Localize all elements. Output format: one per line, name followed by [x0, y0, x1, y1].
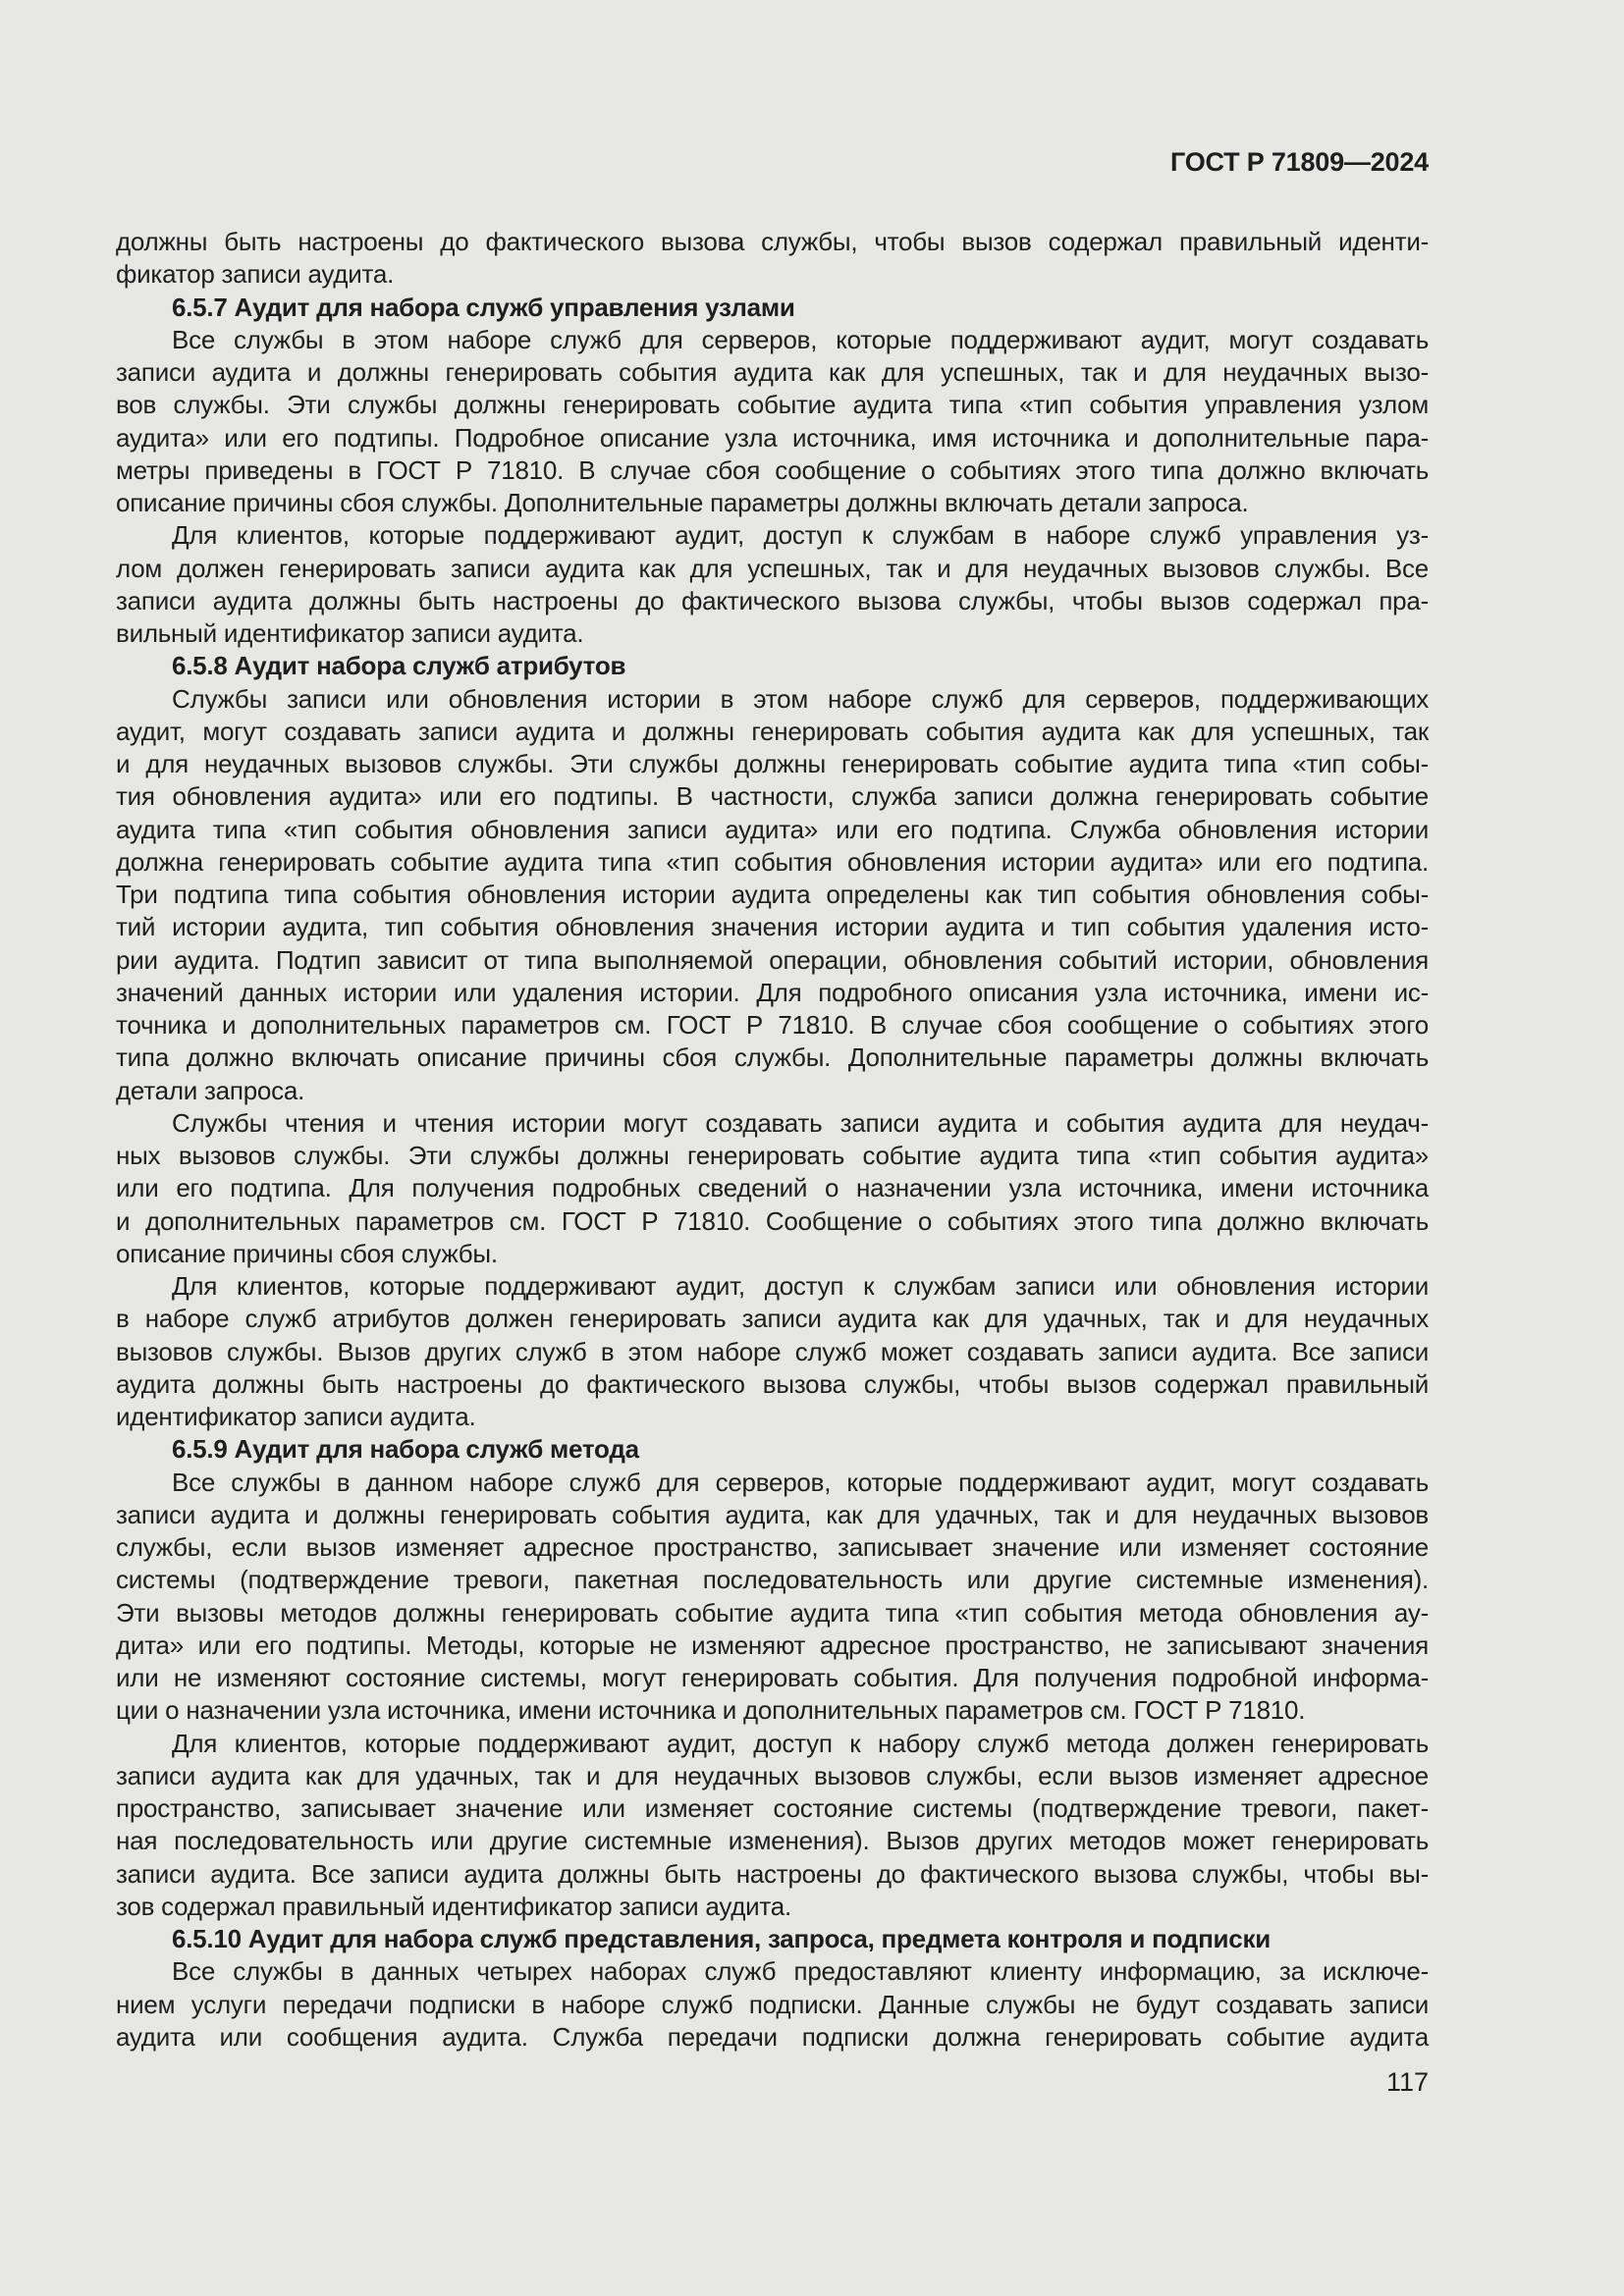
- text-line: Все службы в данных четырех наборах служб предоставляют клиенту информацию, за исключе-: [172, 1956, 1429, 1987]
- section-heading: 6.5.8 Аудит набора служб атрибутов: [172, 651, 626, 681]
- text-line: вов службы. Эти службы должны генерировать событие аудита типа «тип события управления узлом: [116, 390, 1429, 420]
- text-line: записи аудита должны быть настроены до фактического вызова службы, чтобы вызов содержал пра-: [116, 585, 1429, 615]
- text-line: должны быть настроены до фактического вызова службы, чтобы вызов содержал правильный иденти-: [116, 227, 1429, 256]
- text-line: пространство, записывает значение или изменяет состояние системы (подтверждение тревоги, пакет-: [116, 1793, 1429, 1823]
- text-line: Для клиентов, которые поддерживают аудит, доступ к службам записи или обновления истории: [172, 1271, 1429, 1301]
- text-line: Для клиентов, которые поддерживают аудит, доступ к набору служб метода должен генерировать: [172, 1728, 1429, 1758]
- text-line: Три подтипа типа события обновления истории аудита определены как тип события обновления собы-: [116, 880, 1429, 909]
- text-line: идентификатор записи аудита.: [116, 1402, 476, 1431]
- text-line: в наборе служб атрибутов должен генерировать записи аудита как для удачных, так и для неудачных: [116, 1304, 1429, 1334]
- text-line: Службы записи или обновления истории в этом наборе служб для серверов, поддерживающих: [172, 683, 1429, 714]
- text-line: ных вызовов службы. Эти службы должны генерировать событие аудита типа «тип события аудита»: [116, 1141, 1429, 1170]
- text-line: метры приведены в ГОСТ Р 71810. В случае сбоя сообщение о событиях этого типа должно включать: [116, 454, 1429, 485]
- document-code-header: ГОСТ Р 71809—2024: [1169, 147, 1429, 177]
- text-line: и для неудачных вызовов службы. Эти службы должны генерировать событие аудита типа «тип собы-: [116, 749, 1429, 778]
- text-line: точника и дополнительных параметров см. ГОСТ Р 71810. В случае сбоя сообщение о событиях этого: [116, 1010, 1429, 1040]
- text-line: детали запроса.: [116, 1075, 305, 1105]
- text-line: записи аудита как для удачных, так и для неудачных вызовов службы, если вызов изменяет адресное: [116, 1760, 1429, 1790]
- text-line: аудит, могут создавать записи аудита и должны генерировать события аудита как для успешных, так: [116, 716, 1429, 746]
- text-line: должна генерировать событие аудита типа «тип события обновления истории аудита» или его подтипа.: [116, 846, 1429, 877]
- text-line: вильный идентификатор записи аудита.: [116, 618, 584, 648]
- text-line: описание причины сбоя службы. Дополнительные параметры должны включать детали запроса.: [116, 488, 1249, 517]
- text-line: вызовов службы. Вызов других служб в этом наборе служб может создавать записи аудита. Все записи: [116, 1336, 1429, 1366]
- text-block: [116, 226, 1429, 2054]
- text-line: зов содержал правильный идентификатор записи аудита.: [116, 1891, 791, 1921]
- text-line: Эти вызовы методов должны генерировать событие аудита типа «тип события метода обновления ау-: [116, 1597, 1429, 1628]
- section-heading: 6.5.9 Аудит для набора служб метода: [172, 1434, 639, 1465]
- text-line: записи аудита и должны генерировать события аудита, как для удачных, так и для неудачных вызовов: [116, 1499, 1429, 1529]
- section-heading: 6.5.10 Аудит для набора служб представления, запроса, предмета контроля и подписки: [172, 1924, 1271, 1953]
- text-line: записи аудита. Все записи аудита должны быть настроены до фактического вызова службы, чтобы вы-: [116, 1858, 1429, 1889]
- text-line: Все службы в данном наборе служб для серверов, которые поддерживают аудит, могут создавать: [172, 1467, 1429, 1497]
- text-line: ная последовательность или другие системные изменения). Вызов других методов может генерировать: [116, 1826, 1429, 1856]
- page-number: 117: [1385, 2067, 1429, 2097]
- text-line: рии аудита. Подтип зависит от типа выполняемой операции, обновления событий истории, обновления: [116, 944, 1429, 975]
- text-line: описание причины сбоя службы.: [116, 1238, 498, 1268]
- text-line: аудита типа «тип события обновления записи аудита» или его подтипа. Служба обновления истории: [116, 814, 1429, 844]
- text-line: службы, если вызов изменяет адресное пространство, записывает значение или изменяет состояние: [116, 1532, 1429, 1562]
- text-line: Службы чтения и чтения истории могут создавать записи аудита и события аудита для неудач-: [172, 1107, 1429, 1138]
- text-line: и дополнительных параметров см. ГОСТ Р 71810. Сообщение о событиях этого типа должно включать: [116, 1205, 1429, 1236]
- text-line: или не изменяют состояние системы, могут генерировать события. Для получения подробной информа-: [116, 1663, 1429, 1692]
- text-line: Для клиентов, которые поддерживают аудит, доступ к службам в наборе служб управления уз-: [172, 520, 1429, 551]
- text-line: Все службы в этом наборе служб для серверов, которые поддерживают аудит, могут создавать: [172, 324, 1429, 354]
- text-line: нием услуги передачи подписки в наборе служб подписки. Данные службы не будут создавать записи: [116, 1989, 1429, 2019]
- text-line: записи аудита и должны генерировать события аудита как для успешных, так и для неудачных вызо-: [116, 357, 1429, 387]
- text-line: ции о назначении узла источника, имени источника и дополнительных параметров см. ГОСТ Р 71810.: [116, 1695, 1306, 1726]
- text-line: значений данных истории или удаления истории. Для подробного описания узла источника, имени ис-: [116, 977, 1429, 1007]
- section-heading: 6.5.7 Аудит для набора служб управления узлами: [172, 292, 795, 322]
- text-line: системы (подтверждение тревоги, пакетная последовательность или другие системные изменения).: [116, 1565, 1429, 1595]
- text-line: аудита должны быть настроены до фактического вызова службы, чтобы вызов содержал правильный: [116, 1368, 1429, 1399]
- text-line: лом должен генерировать записи аудита как для успешных, так и для неудачных вызовов службы. Все: [116, 553, 1429, 583]
- text-line: дита» или его подтипы. Методы, которые не изменяют адресное пространство, не записывают значения: [116, 1629, 1429, 1660]
- text-line: или его подтипа. Для получения подробных сведений о назначении узла источника, имени источника: [116, 1173, 1429, 1203]
- text-line: аудита» или его подтипы. Подробное описание узла источника, имя источника и дополнительные пара-: [116, 422, 1429, 453]
- text-line: фикатор записи аудита.: [116, 259, 395, 290]
- text-line: аудита или сообщения аудита. Служба передачи подписки должна генерировать событие аудита: [116, 2021, 1429, 2052]
- text-line: тия обновления аудита» или его подтипы. В частности, служба записи должна генерировать событие: [116, 781, 1429, 812]
- text-line: тий истории аудита, тип события обновления значения истории аудита и тип события удаления исто-: [116, 912, 1429, 942]
- text-line: типа должно включать описание причины сбоя службы. Дополнительные параметры должны включать: [116, 1042, 1429, 1073]
